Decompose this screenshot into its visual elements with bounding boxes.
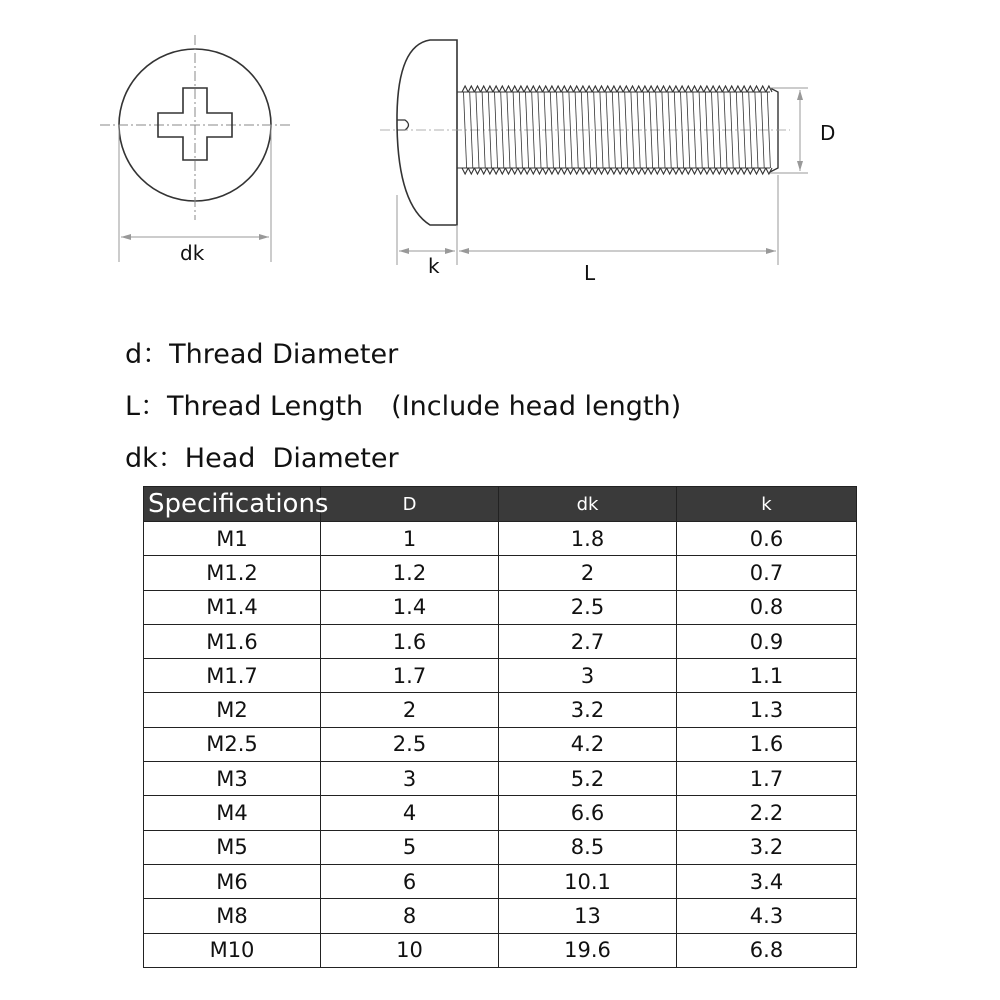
thread-crest (642, 86, 648, 92)
table-row (144, 522, 857, 556)
table-cell: 19.6 (499, 933, 677, 967)
table-cell: 1.2 (321, 556, 499, 590)
legend-key: d (125, 339, 143, 370)
table-cell: 0.6 (677, 522, 857, 556)
table-cell: 1.7 (321, 659, 499, 693)
thread-crest (474, 168, 480, 174)
legend-sep: ： (140, 391, 168, 422)
thread-line (606, 92, 609, 168)
table-row (144, 899, 857, 933)
thread-crest (611, 86, 617, 92)
table-cell: 10 (321, 933, 499, 967)
thread-crest (580, 86, 586, 92)
thread-crest (561, 168, 567, 174)
thread-crest (505, 86, 511, 92)
table-cell: M1.4 (144, 590, 321, 624)
table-row (144, 933, 857, 967)
thread-crest (549, 86, 555, 92)
table-cell: 3.2 (677, 830, 857, 864)
thread-crest (555, 86, 561, 92)
length-dimensions (397, 175, 778, 265)
table-cell: M5 (144, 830, 321, 864)
table-cell: 3.2 (499, 693, 677, 727)
thread-crest (536, 168, 542, 174)
thread-crest (691, 168, 697, 174)
table-row (144, 556, 857, 590)
table-row (144, 796, 857, 830)
table-cell: 0.8 (677, 590, 857, 624)
thread-crest (611, 168, 617, 174)
legend-text: Thread Diameter (169, 339, 399, 370)
header-dk: dk (499, 487, 677, 522)
table-cell: M1.7 (144, 659, 321, 693)
thread-crest (605, 86, 611, 92)
thread-crest (679, 168, 685, 174)
table-cell: 2.5 (321, 727, 499, 761)
thread-crest (462, 168, 468, 174)
thread-crest (518, 86, 524, 92)
thread-crest (667, 86, 673, 92)
dk-label: dk (180, 241, 205, 265)
thread-crest (605, 168, 611, 174)
table-row (144, 762, 857, 796)
thread-crest (481, 86, 487, 92)
d-label: D (820, 121, 836, 145)
thread-crest (729, 168, 735, 174)
thread-crest (685, 168, 691, 174)
thread-crest (741, 86, 747, 92)
thread-crest (636, 86, 642, 92)
thread-crest (753, 86, 759, 92)
thread-crest (710, 86, 716, 92)
thread-crest (518, 168, 524, 174)
table-cell: 3.4 (677, 864, 857, 898)
thread-crest (592, 168, 598, 174)
table-cell: 4.2 (499, 727, 677, 761)
table-body (144, 522, 857, 968)
table-cell: 2 (321, 693, 499, 727)
head-top-view (100, 35, 290, 262)
thread-crest (654, 86, 660, 92)
table-cell: 4 (321, 796, 499, 830)
table-cell: M1.6 (144, 624, 321, 658)
thread-crest (710, 168, 716, 174)
thread-crest (648, 86, 654, 92)
thread-crest (716, 86, 722, 92)
thread-crest (468, 86, 474, 92)
thread-crest (735, 86, 741, 92)
thread-crest (716, 168, 722, 174)
table-cell: 8 (321, 899, 499, 933)
thread-crest (642, 168, 648, 174)
table-cell: 5 (321, 830, 499, 864)
table-cell: 4.3 (677, 899, 857, 933)
legend-thread-length (125, 384, 681, 423)
table-cell: 8.5 (499, 830, 677, 864)
legend-sep: ： (142, 339, 170, 370)
thread-crest (493, 86, 499, 92)
thread-crest (493, 168, 499, 174)
thread-crest (555, 168, 561, 174)
thread-crest (704, 86, 710, 92)
table-cell: 1.6 (321, 624, 499, 658)
thread-crest (567, 86, 573, 92)
table-row (144, 659, 857, 693)
thread-line (575, 92, 578, 168)
table-cell: 2.7 (499, 624, 677, 658)
thread-crest (617, 168, 623, 174)
thread-crest (549, 168, 555, 174)
thread-crest (481, 168, 487, 174)
header-d: D (321, 487, 499, 522)
table-cell: M3 (144, 762, 321, 796)
table-header-row (144, 487, 857, 522)
thread-crest (660, 168, 666, 174)
thread-crest (462, 86, 468, 92)
legend-text: Thread Length (167, 391, 364, 422)
thread-crest (580, 168, 586, 174)
thread-crest (499, 86, 505, 92)
thread-crest (629, 86, 635, 92)
thread-crest (617, 86, 623, 92)
l-label: L (584, 261, 596, 285)
table-cell: 2.2 (677, 796, 857, 830)
table-cell: 1.8 (499, 522, 677, 556)
thread-crest (574, 86, 580, 92)
table-cell: M8 (144, 899, 321, 933)
table-cell: 1.1 (677, 659, 857, 693)
thread-crest (685, 86, 691, 92)
table-cell: 3 (321, 762, 499, 796)
table-cell: 6.6 (499, 796, 677, 830)
thread-crest (524, 168, 530, 174)
thread-crest (760, 168, 766, 174)
table-cell: M10 (144, 933, 321, 967)
table-cell: M6 (144, 864, 321, 898)
screw-diagram (0, 0, 1000, 300)
thread-crest (524, 86, 530, 92)
table-row (144, 727, 857, 761)
legend-key: L (125, 391, 141, 422)
thread-crest (747, 168, 753, 174)
table-cell: M4 (144, 796, 321, 830)
table-cell: 13 (499, 899, 677, 933)
table-cell: 0.7 (677, 556, 857, 590)
thread-crest (586, 168, 592, 174)
thread-crest (487, 168, 493, 174)
thread-crest (561, 86, 567, 92)
thread-crest (629, 168, 635, 174)
thread-crest (660, 86, 666, 92)
table-cell: 2.5 (499, 590, 677, 624)
table-cell: 1.4 (321, 590, 499, 624)
thread-crest (654, 168, 660, 174)
thread-crest (760, 86, 766, 92)
thread-crest (512, 86, 518, 92)
table-cell: 1 (321, 522, 499, 556)
legend-thread-diameter (125, 332, 398, 371)
table-row (144, 624, 857, 658)
table-cell: 6.8 (677, 933, 857, 967)
table-row (144, 864, 857, 898)
thread-crest (636, 168, 642, 174)
table-row (144, 830, 857, 864)
thread-line (755, 92, 758, 168)
legend-text: Head Diameter (184, 443, 399, 474)
thread-crest (505, 168, 511, 174)
header-k: k (677, 487, 857, 522)
thread-crest (530, 168, 536, 174)
thread-crest (512, 168, 518, 174)
thread-crest (698, 168, 704, 174)
screw-side-view (380, 40, 790, 225)
table-cell: 3 (499, 659, 677, 693)
thread-crest (747, 86, 753, 92)
thread-crest (623, 168, 629, 174)
thread-crest (698, 86, 704, 92)
table-cell: 1.6 (677, 727, 857, 761)
thread-crest (673, 86, 679, 92)
thread-crest (753, 168, 759, 174)
thread-crest (722, 168, 728, 174)
thread-crest (543, 168, 549, 174)
thread-crest (543, 86, 549, 92)
thread-crest (704, 168, 710, 174)
thread-crest (468, 168, 474, 174)
legend-key: dk (125, 443, 158, 474)
thread-crest (567, 168, 573, 174)
table-row (144, 590, 857, 624)
thread-crest (679, 86, 685, 92)
header-specifications: Specifications (144, 487, 321, 522)
thread-crest (691, 86, 697, 92)
table-cell: M1 (144, 522, 321, 556)
thread-crest (592, 86, 598, 92)
thread-crest (487, 86, 493, 92)
thread-crest (648, 168, 654, 174)
specifications-table (143, 486, 857, 968)
table-row (144, 693, 857, 727)
legend-sep: ： (157, 443, 185, 474)
table-cell: M2.5 (144, 727, 321, 761)
thread-crest (530, 86, 536, 92)
thread-crest (735, 168, 741, 174)
table-cell: 1.3 (677, 693, 857, 727)
table-cell: M2 (144, 693, 321, 727)
table-cell: M1.2 (144, 556, 321, 590)
table-cell: 2 (499, 556, 677, 590)
table-cell: 5.2 (499, 762, 677, 796)
table-cell: 6 (321, 864, 499, 898)
thread-crest (499, 168, 505, 174)
thread-crest (722, 86, 728, 92)
thread-crest (574, 168, 580, 174)
thread-crest (729, 86, 735, 92)
thread-crest (673, 168, 679, 174)
table-cell: 0.9 (677, 624, 857, 658)
thread-crest (741, 168, 747, 174)
table-cell: 1.7 (677, 762, 857, 796)
k-label: k (428, 254, 440, 278)
thread-line (681, 92, 684, 168)
legend-head-diameter (125, 436, 399, 475)
thread-crest (598, 86, 604, 92)
thread-crest (474, 86, 480, 92)
thread-crest (586, 86, 592, 92)
legend-note: (Include head length) (391, 391, 682, 422)
table-cell: 10.1 (499, 864, 677, 898)
thread-crest (598, 168, 604, 174)
d-dimension (770, 88, 808, 173)
thread-crest (667, 168, 673, 174)
thread-crest (623, 86, 629, 92)
thread-crest (536, 86, 542, 92)
